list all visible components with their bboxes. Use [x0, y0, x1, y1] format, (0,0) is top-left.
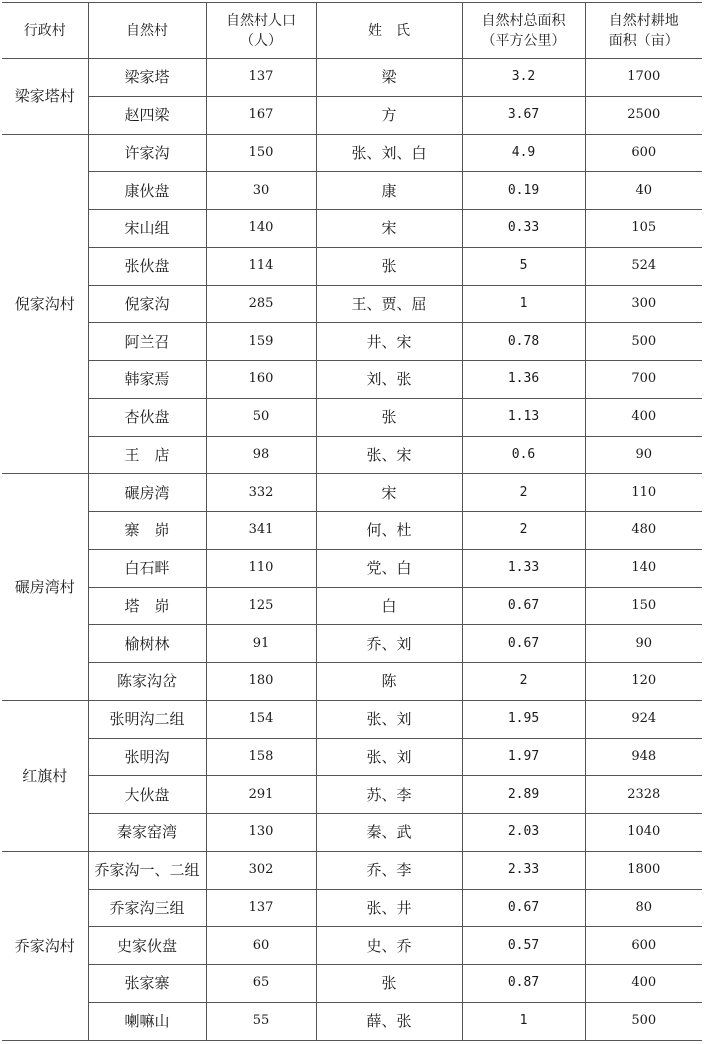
- surnames-cell: 史、乔: [316, 927, 462, 965]
- surnames-cell: 何、杜: [316, 512, 462, 550]
- header-population: 自然村人口 （人）: [206, 3, 316, 59]
- farmland-cell: 90: [585, 436, 702, 474]
- table-row: [2, 738, 702, 776]
- total-area-cell: 0.67: [462, 625, 585, 663]
- table-row: [2, 663, 702, 701]
- farmland-cell: 80: [585, 889, 702, 927]
- population-cell: 291: [206, 776, 316, 814]
- population-cell: 159: [206, 323, 316, 361]
- surnames-cell: 张: [316, 965, 462, 1003]
- population-cell: 110: [206, 549, 316, 587]
- table-row: [2, 965, 702, 1003]
- surnames-cell: 康: [316, 172, 462, 210]
- natural-village-cell: 许家沟: [88, 134, 206, 172]
- admin-village-cell: 红旗村: [2, 700, 88, 851]
- natural-village-cell: 塔 峁: [88, 587, 206, 625]
- natural-village-cell: 史家伙盘: [88, 927, 206, 965]
- header-row: [2, 3, 702, 59]
- header-surnames: 姓 氏: [316, 3, 462, 59]
- population-cell: 30: [206, 172, 316, 210]
- farmland-cell: 1700: [585, 59, 702, 97]
- table-row: [2, 889, 702, 927]
- population-cell: 137: [206, 59, 316, 97]
- surnames-cell: 井、宋: [316, 323, 462, 361]
- surnames-cell: 方: [316, 96, 462, 134]
- header-admin-village: 行政村: [2, 3, 88, 59]
- total-area-cell: 1.33: [462, 549, 585, 587]
- table-row: [2, 247, 702, 285]
- natural-village-cell: 张明沟二组: [88, 700, 206, 738]
- natural-village-cell: 杏伙盘: [88, 398, 206, 436]
- farmland-cell: 40: [585, 172, 702, 210]
- population-cell: 158: [206, 738, 316, 776]
- total-area-cell: 3.2: [462, 59, 585, 97]
- farmland-cell: 600: [585, 927, 702, 965]
- total-area-cell: 1.36: [462, 361, 585, 399]
- natural-village-cell: 王 店: [88, 436, 206, 474]
- table-row: [2, 210, 702, 248]
- farmland-cell: 2328: [585, 776, 702, 814]
- farmland-cell: 500: [585, 1002, 702, 1040]
- population-cell: 167: [206, 96, 316, 134]
- farmland-cell: 600: [585, 134, 702, 172]
- surnames-cell: 苏、李: [316, 776, 462, 814]
- population-cell: 65: [206, 965, 316, 1003]
- population-cell: 55: [206, 1002, 316, 1040]
- population-cell: 125: [206, 587, 316, 625]
- natural-village-cell: 梁家塔: [88, 59, 206, 97]
- total-area-cell: 2: [462, 474, 585, 512]
- farmland-cell: 500: [585, 323, 702, 361]
- table-row: [2, 59, 702, 97]
- table-row: [2, 285, 702, 323]
- total-area-cell: 1: [462, 285, 585, 323]
- surnames-cell: 张、井: [316, 889, 462, 927]
- total-area-cell: 4.9: [462, 134, 585, 172]
- farmland-cell: 140: [585, 549, 702, 587]
- farmland-cell: 524: [585, 247, 702, 285]
- table-row: [2, 134, 702, 172]
- total-area-cell: 0.67: [462, 587, 585, 625]
- total-area-cell: 0.33: [462, 210, 585, 248]
- total-area-cell: 3.67: [462, 96, 585, 134]
- natural-village-cell: 赵四梁: [88, 96, 206, 134]
- surnames-cell: 白: [316, 587, 462, 625]
- farmland-cell: 1040: [585, 814, 702, 852]
- header-total-area: 自然村总面积 （平方公里）: [462, 3, 585, 59]
- total-area-cell: 1.97: [462, 738, 585, 776]
- population-cell: 150: [206, 134, 316, 172]
- surnames-cell: 张、刘: [316, 700, 462, 738]
- table-row: [2, 436, 702, 474]
- farmland-cell: 1800: [585, 851, 702, 889]
- natural-village-cell: 乔家沟一、二组: [88, 851, 206, 889]
- table-row: [2, 172, 702, 210]
- total-area-cell: 2: [462, 663, 585, 701]
- surnames-cell: 秦、武: [316, 814, 462, 852]
- total-area-cell: 1: [462, 1002, 585, 1040]
- farmland-cell: 700: [585, 361, 702, 399]
- table-row: [2, 1002, 702, 1040]
- farmland-cell: 105: [585, 210, 702, 248]
- natural-village-cell: 张明沟: [88, 738, 206, 776]
- population-cell: 98: [206, 436, 316, 474]
- surnames-cell: 乔、刘: [316, 625, 462, 663]
- total-area-cell: 2: [462, 512, 585, 550]
- admin-village-cell: 乔家沟村: [2, 851, 88, 1040]
- surnames-cell: 张、刘: [316, 738, 462, 776]
- population-cell: 91: [206, 625, 316, 663]
- natural-village-cell: 张伙盘: [88, 247, 206, 285]
- population-cell: 302: [206, 851, 316, 889]
- population-cell: 154: [206, 700, 316, 738]
- natural-village-cell: 碾房湾: [88, 474, 206, 512]
- total-area-cell: 0.87: [462, 965, 585, 1003]
- farmland-cell: 110: [585, 474, 702, 512]
- farmland-cell: 400: [585, 398, 702, 436]
- village-data-table: [2, 2, 702, 1041]
- table-row: [2, 776, 702, 814]
- natural-village-cell: 阿兰召: [88, 323, 206, 361]
- population-cell: 140: [206, 210, 316, 248]
- farmland-cell: 300: [585, 285, 702, 323]
- surnames-cell: 王、贾、屈: [316, 285, 462, 323]
- farmland-cell: 90: [585, 625, 702, 663]
- table-row: [2, 625, 702, 663]
- total-area-cell: 2.89: [462, 776, 585, 814]
- admin-village-cell: 梁家塔村: [2, 59, 88, 135]
- population-cell: 332: [206, 474, 316, 512]
- total-area-cell: 0.67: [462, 889, 585, 927]
- farmland-cell: 150: [585, 587, 702, 625]
- surnames-cell: 张、宋: [316, 436, 462, 474]
- population-cell: 180: [206, 663, 316, 701]
- natural-village-cell: 张家寨: [88, 965, 206, 1003]
- header-natural-village: 自然村: [88, 3, 206, 59]
- total-area-cell: 2.03: [462, 814, 585, 852]
- table-row: [2, 512, 702, 550]
- table-row: [2, 549, 702, 587]
- table-row: [2, 474, 702, 512]
- surnames-cell: 张: [316, 247, 462, 285]
- table-row: [2, 927, 702, 965]
- farmland-cell: 120: [585, 663, 702, 701]
- farmland-cell: 924: [585, 700, 702, 738]
- table-row: [2, 361, 702, 399]
- population-cell: 130: [206, 814, 316, 852]
- natural-village-cell: 倪家沟: [88, 285, 206, 323]
- population-cell: 50: [206, 398, 316, 436]
- surnames-cell: 刘、张: [316, 361, 462, 399]
- header-farmland: 自然村耕地 面积（亩）: [585, 3, 702, 59]
- total-area-cell: 0.6: [462, 436, 585, 474]
- natural-village-cell: 韩家焉: [88, 361, 206, 399]
- total-area-cell: 5: [462, 247, 585, 285]
- population-cell: 60: [206, 927, 316, 965]
- natural-village-cell: 白石畔: [88, 549, 206, 587]
- admin-village-cell: 倪家沟村: [2, 134, 88, 474]
- farmland-cell: 948: [585, 738, 702, 776]
- population-cell: 285: [206, 285, 316, 323]
- natural-village-cell: 陈家沟岔: [88, 663, 206, 701]
- natural-village-cell: 榆树林: [88, 625, 206, 663]
- table-header: [2, 3, 702, 59]
- surnames-cell: 薛、张: [316, 1002, 462, 1040]
- total-area-cell: 1.95: [462, 700, 585, 738]
- natural-village-cell: 寨 峁: [88, 512, 206, 550]
- natural-village-cell: 康伙盘: [88, 172, 206, 210]
- natural-village-cell: 喇嘛山: [88, 1002, 206, 1040]
- table-row: [2, 587, 702, 625]
- total-area-cell: 0.78: [462, 323, 585, 361]
- admin-village-cell: 碾房湾村: [2, 474, 88, 701]
- surnames-cell: 乔、李: [316, 851, 462, 889]
- population-cell: 341: [206, 512, 316, 550]
- natural-village-cell: 乔家沟三组: [88, 889, 206, 927]
- total-area-cell: 2.33: [462, 851, 585, 889]
- table-row: [2, 323, 702, 361]
- total-area-cell: 1.13: [462, 398, 585, 436]
- table-row: [2, 851, 702, 889]
- surnames-cell: 张: [316, 398, 462, 436]
- table-row: [2, 96, 702, 134]
- table-row: [2, 700, 702, 738]
- surnames-cell: 宋: [316, 210, 462, 248]
- natural-village-cell: 秦家窑湾: [88, 814, 206, 852]
- surnames-cell: 宋: [316, 474, 462, 512]
- total-area-cell: 0.57: [462, 927, 585, 965]
- surnames-cell: 党、白: [316, 549, 462, 587]
- surnames-cell: 梁: [316, 59, 462, 97]
- natural-village-cell: 大伙盘: [88, 776, 206, 814]
- total-area-cell: 0.19: [462, 172, 585, 210]
- surnames-cell: 陈: [316, 663, 462, 701]
- population-cell: 160: [206, 361, 316, 399]
- population-cell: 114: [206, 247, 316, 285]
- table-row: [2, 814, 702, 852]
- table-body: [2, 59, 702, 1041]
- natural-village-cell: 宋山组: [88, 210, 206, 248]
- farmland-cell: 2500: [585, 96, 702, 134]
- farmland-cell: 400: [585, 965, 702, 1003]
- table-row: [2, 398, 702, 436]
- surnames-cell: 张、刘、白: [316, 134, 462, 172]
- farmland-cell: 480: [585, 512, 702, 550]
- population-cell: 137: [206, 889, 316, 927]
